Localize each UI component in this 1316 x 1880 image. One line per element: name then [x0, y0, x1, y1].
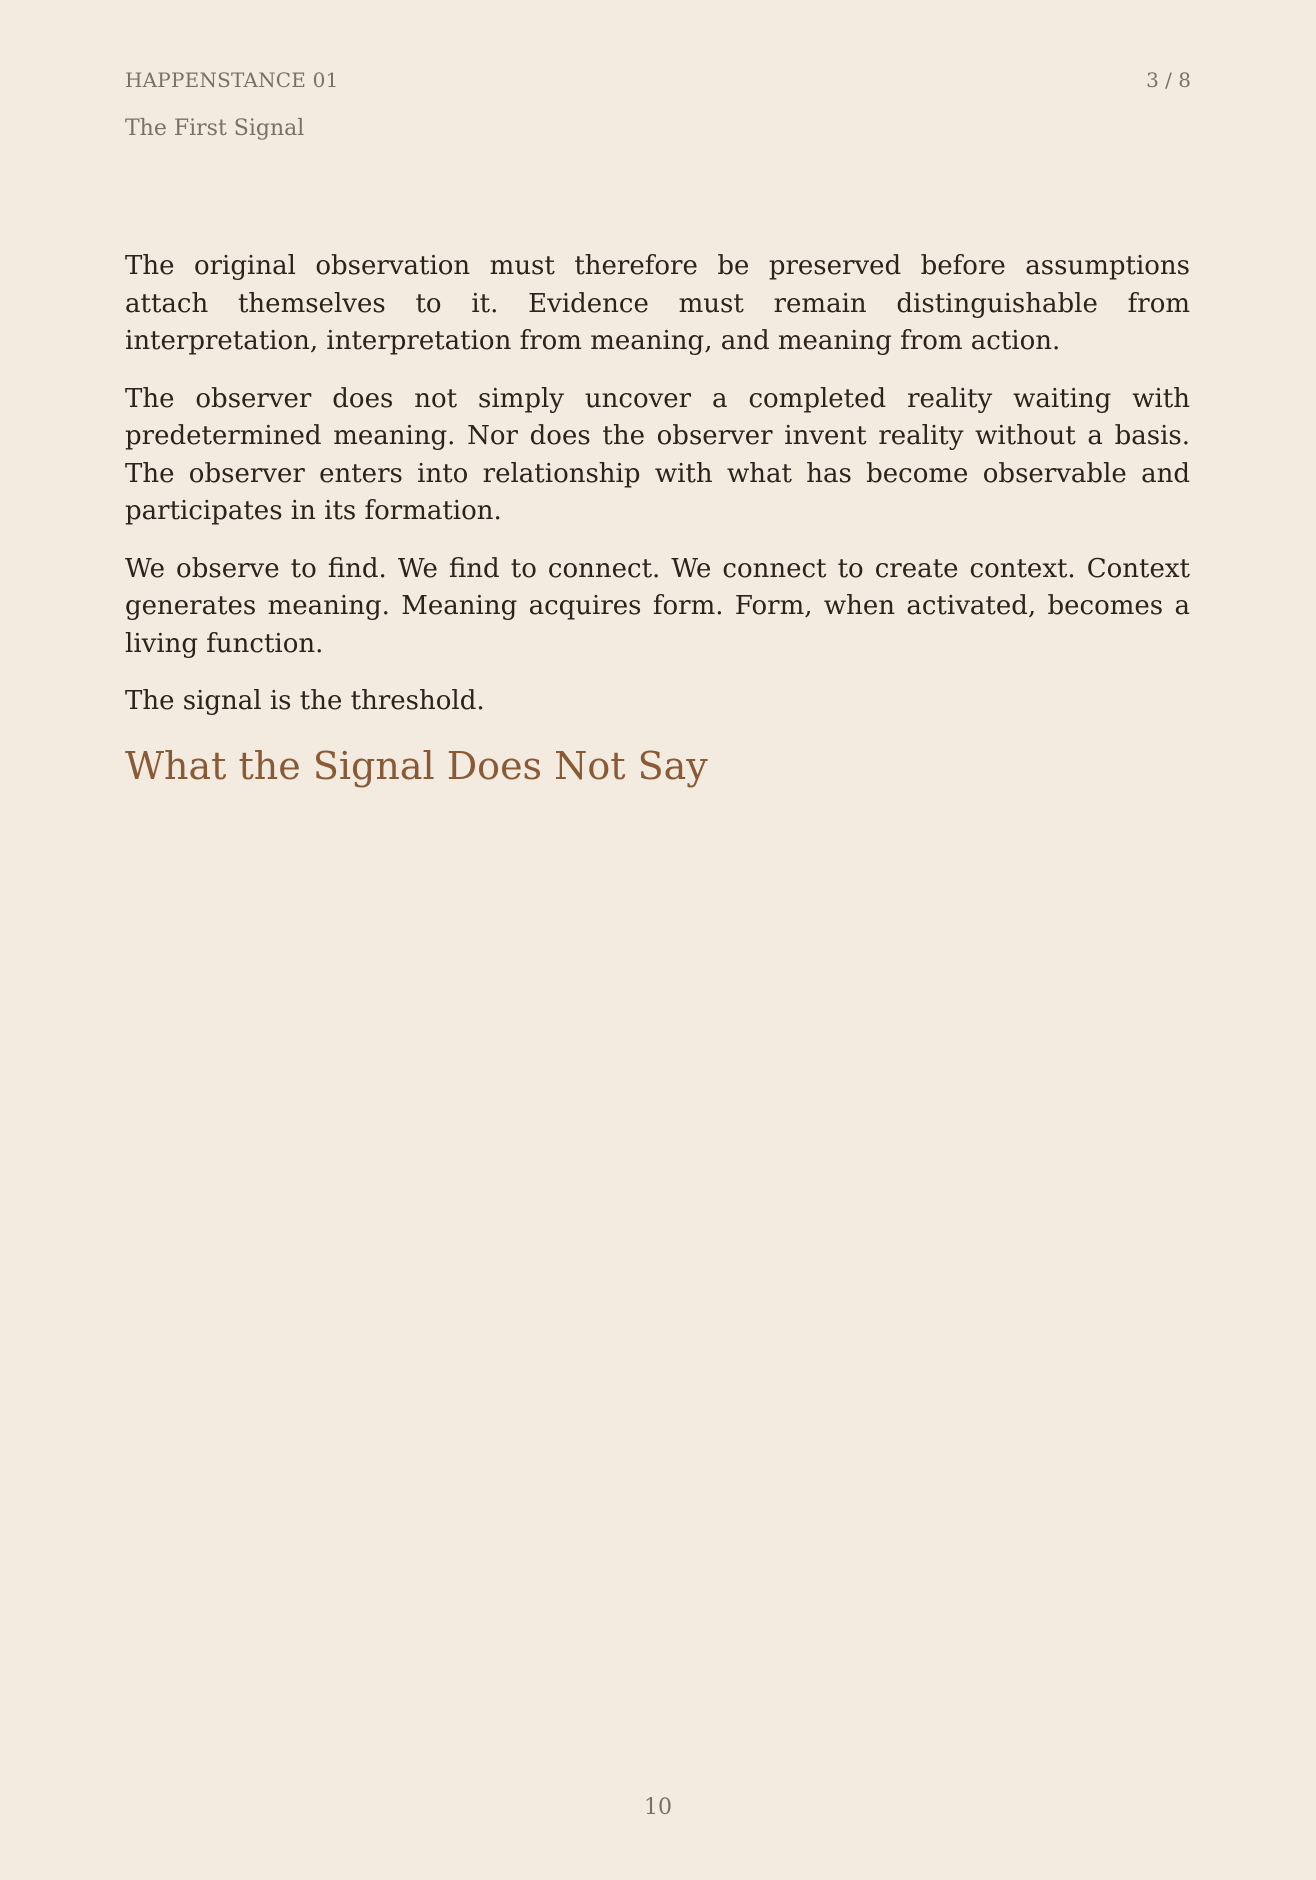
chapter-title: The First Signal — [125, 116, 305, 141]
paragraph: The original observation must therefore be preserved before assumptions attach themselves to it. Evidence must remain distinguishable from interpretation, interpretation from meaning, and meaning from action. — [125, 251, 1190, 356]
series-title: HAPPENSTANCE 01 — [125, 68, 339, 92]
page-number: 10 — [644, 1795, 672, 1820]
paragraph: We observe to find. We find to connect. We connect to create context. Context generates meaning. Meaning acquires form. Form, when activated, becomes a living function. — [125, 553, 1190, 659]
paragraph: The signal is the threshold. — [125, 686, 485, 716]
document-body — [125, 248, 1190, 789]
paragraph: The observer does not simply uncover a completed reality waiting with predetermined meaning. Nor does the observer invent reality without a basis. The observer enters into relationship with what has become observable and participates in its formation. — [125, 383, 1190, 526]
section-heading: What the Signal Does Not Say — [125, 743, 708, 788]
page-progress: 3 / 8 — [1146, 68, 1191, 92]
